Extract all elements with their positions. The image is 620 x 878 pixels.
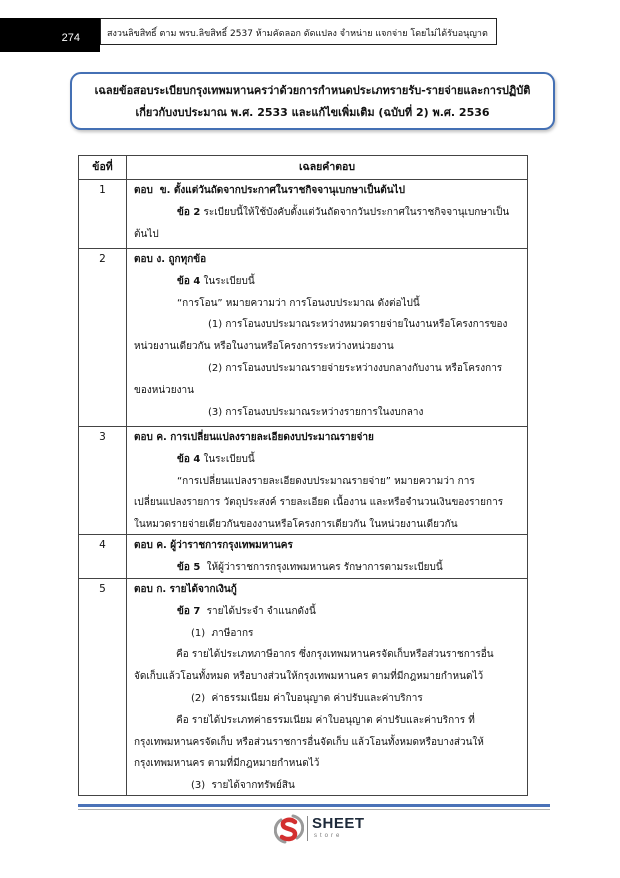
- explanation-line: “การโอน” หมายความว่า การโอนงบประมาณ ดังต่อไปนี้: [177, 297, 420, 309]
- table-row: [79, 426, 527, 534]
- explanation-line: “การเปลี่ยนแปลงรายละเอียดงบประมาณรายจ่าย” หมายความว่า การ: [177, 475, 475, 487]
- table-row: [79, 578, 527, 795]
- header-question-number: ข้อที่: [79, 156, 127, 179]
- explanation-line: [127, 202, 527, 224]
- copyright-notice-box: [100, 18, 497, 45]
- explanation-line: [127, 557, 527, 578]
- copyright-notice: สงวนลิขสิทธิ์ ตาม พรบ.ลิขสิทธิ์ 2537 ห้ามคัดลอก ดัดแปลง จำหน่าย แจกจ่าย โดยไม่ได้รับอนุญาต: [107, 29, 488, 39]
- explanation-line: [127, 271, 527, 293]
- explanation-line: คือ รายได้ประเภทค่าธรรมเนียม ค่าใบอนุญาต ค่าปรับและค่าบริการ ที่: [176, 714, 475, 726]
- explanation-line: คือ รายได้ประเภทภาษีอากร ซึ่งกรุงเทพมหานครจัดเก็บหรือส่วนราชการอื่น: [176, 649, 494, 661]
- question-number: 1: [79, 180, 127, 248]
- table-header-row: [79, 156, 527, 179]
- explanation-line: จัดเก็บแล้วโอนทั้งหมด หรือบางส่วนให้กรุงเทพมหานคร ตามที่มีกฎหมายกำหนดไว้: [134, 671, 484, 683]
- answer-cell: [127, 579, 527, 795]
- logo-divider: [307, 816, 308, 841]
- answer-cell: [127, 249, 527, 426]
- answer-choice: ตอบ ก. รายได้จากเงินกู้: [134, 584, 237, 595]
- question-number: 2: [79, 249, 127, 426]
- logo-sub-text: store: [314, 833, 343, 839]
- table-row: [79, 534, 527, 578]
- answer-choice: ตอบ ค. การเปลี่ยนแปลงรายละเอียดงบประมาณรายจ่าย: [134, 432, 374, 443]
- footer-blue-rule: [78, 804, 550, 807]
- answer-choice: ตอบ ง. ถูกทุกข้อ: [134, 254, 207, 265]
- document-title-line-1: เฉลยข้อสอบระเบียบกรุงเทพมหานครว่าด้วยการกำหนดประเภทรายรับ-รายจ่ายและการปฏิบัติ: [94, 84, 531, 97]
- explanation-line: กรุงเทพมหานคร ตามที่มีกฎหมายกำหนดไว้: [134, 758, 320, 770]
- clause-reference: ข้อ 7: [177, 605, 201, 617]
- question-number: 5: [79, 579, 127, 795]
- answer-cell: [127, 427, 527, 534]
- document-title-line-2: เกี่ยวกับงบประมาณ พ.ศ. 2533 และแก้ไขเพิ่มเติม (ฉบับที่ 2) พ.ศ. 2536: [135, 106, 490, 119]
- page-number: 274: [61, 32, 80, 44]
- clause-reference: ข้อ 2: [177, 206, 201, 218]
- clause-reference: ข้อ 4: [177, 275, 201, 287]
- table-row: [79, 179, 527, 248]
- question-number: 4: [79, 535, 127, 578]
- answer-cell: [127, 535, 527, 578]
- logo-brand-text: SHEET: [312, 815, 365, 832]
- explanation-line: (2) การโอนงบประมาณรายจ่ายระหว่างงบกลางกับงาน หรือโครงการ: [208, 362, 503, 374]
- explanation-line: ของหน่วยงาน: [134, 384, 194, 396]
- explanation-line: (1) การโอนงบประมาณระหว่างหมวดรายจ่ายในงานหรือโครงการของ: [208, 319, 508, 331]
- explanation-line: หน่วยงานเดียวกัน หรือในงานหรือโครงการระหว่างหน่วยงาน: [134, 341, 394, 353]
- explanation-text: ในระเบียบนี้: [200, 453, 255, 465]
- explanation-text: ระเบียบนี้ให้ใช้บังคับตั้งแต่วันถัดจากวันประกาศในราชกิจจานุเบกษาเป็น: [200, 206, 510, 218]
- clause-reference: ข้อ 5: [177, 561, 201, 573]
- answer-cell: [127, 180, 527, 248]
- explanation-text: ให้ผู้ว่าราชการกรุงเทพมหานคร รักษาการตามระเบียบนี้: [200, 561, 443, 573]
- explanation-line: (2) ค่าธรรมเนียม ค่าใบอนุญาต ค่าปรับและค่าบริการ: [191, 692, 423, 704]
- explanation-line: ต้นไป: [134, 228, 159, 240]
- table-row: [79, 248, 527, 426]
- explanation-line: เปลี่ยนแปลงรายการ วัตถุประสงค์ รายละเอียด เนื้องาน และหรือจำนวนเงินของรายการ: [134, 497, 504, 509]
- document-title-box: [70, 72, 555, 130]
- footer-gray-rule: [78, 809, 550, 810]
- explanation-line: (3) รายได้จากทรัพย์สิน: [191, 780, 295, 792]
- clause-reference: ข้อ 4: [177, 453, 201, 465]
- explanation-line: กรุงเทพมหานครจัดเก็บ หรือส่วนราชการอื่นจัดเก็บ แล้วโอนทั้งหมดหรือบางส่วนให้: [134, 736, 484, 748]
- page-number-block: [0, 18, 100, 52]
- question-number: 3: [79, 427, 127, 534]
- explanation-line: [127, 601, 527, 623]
- explanation-line: (3) การโอนงบประมาณระหว่างรายการในงบกลาง: [208, 406, 424, 418]
- answer-choice: ตอบ ค. ผู้ว่าราชการกรุงเทพมหานคร: [134, 540, 293, 551]
- sheet-s-icon: [274, 813, 304, 845]
- explanation-line: (1) ภาษีอากร: [191, 627, 254, 639]
- explanation-line: [127, 449, 527, 471]
- header-answer-key: เฉลยคำตอบ: [298, 161, 356, 173]
- explanation-text: ในระเบียบนี้: [200, 275, 255, 287]
- explanation-line: ในหมวดรายจ่ายเดียวกันของงานหรือโครงการเดียวกัน ในหน่วยงานเดียวกัน: [134, 519, 458, 531]
- explanation-text: รายได้ประจำ จำแนกดังนี้: [200, 605, 316, 617]
- answer-table: [78, 155, 528, 796]
- sheet-store-logo: [274, 812, 366, 844]
- answer-choice: ตอบ ข. ตั้งแต่วันถัดจากประกาศในราชกิจจานุเบกษาเป็นต้นไป: [134, 185, 405, 196]
